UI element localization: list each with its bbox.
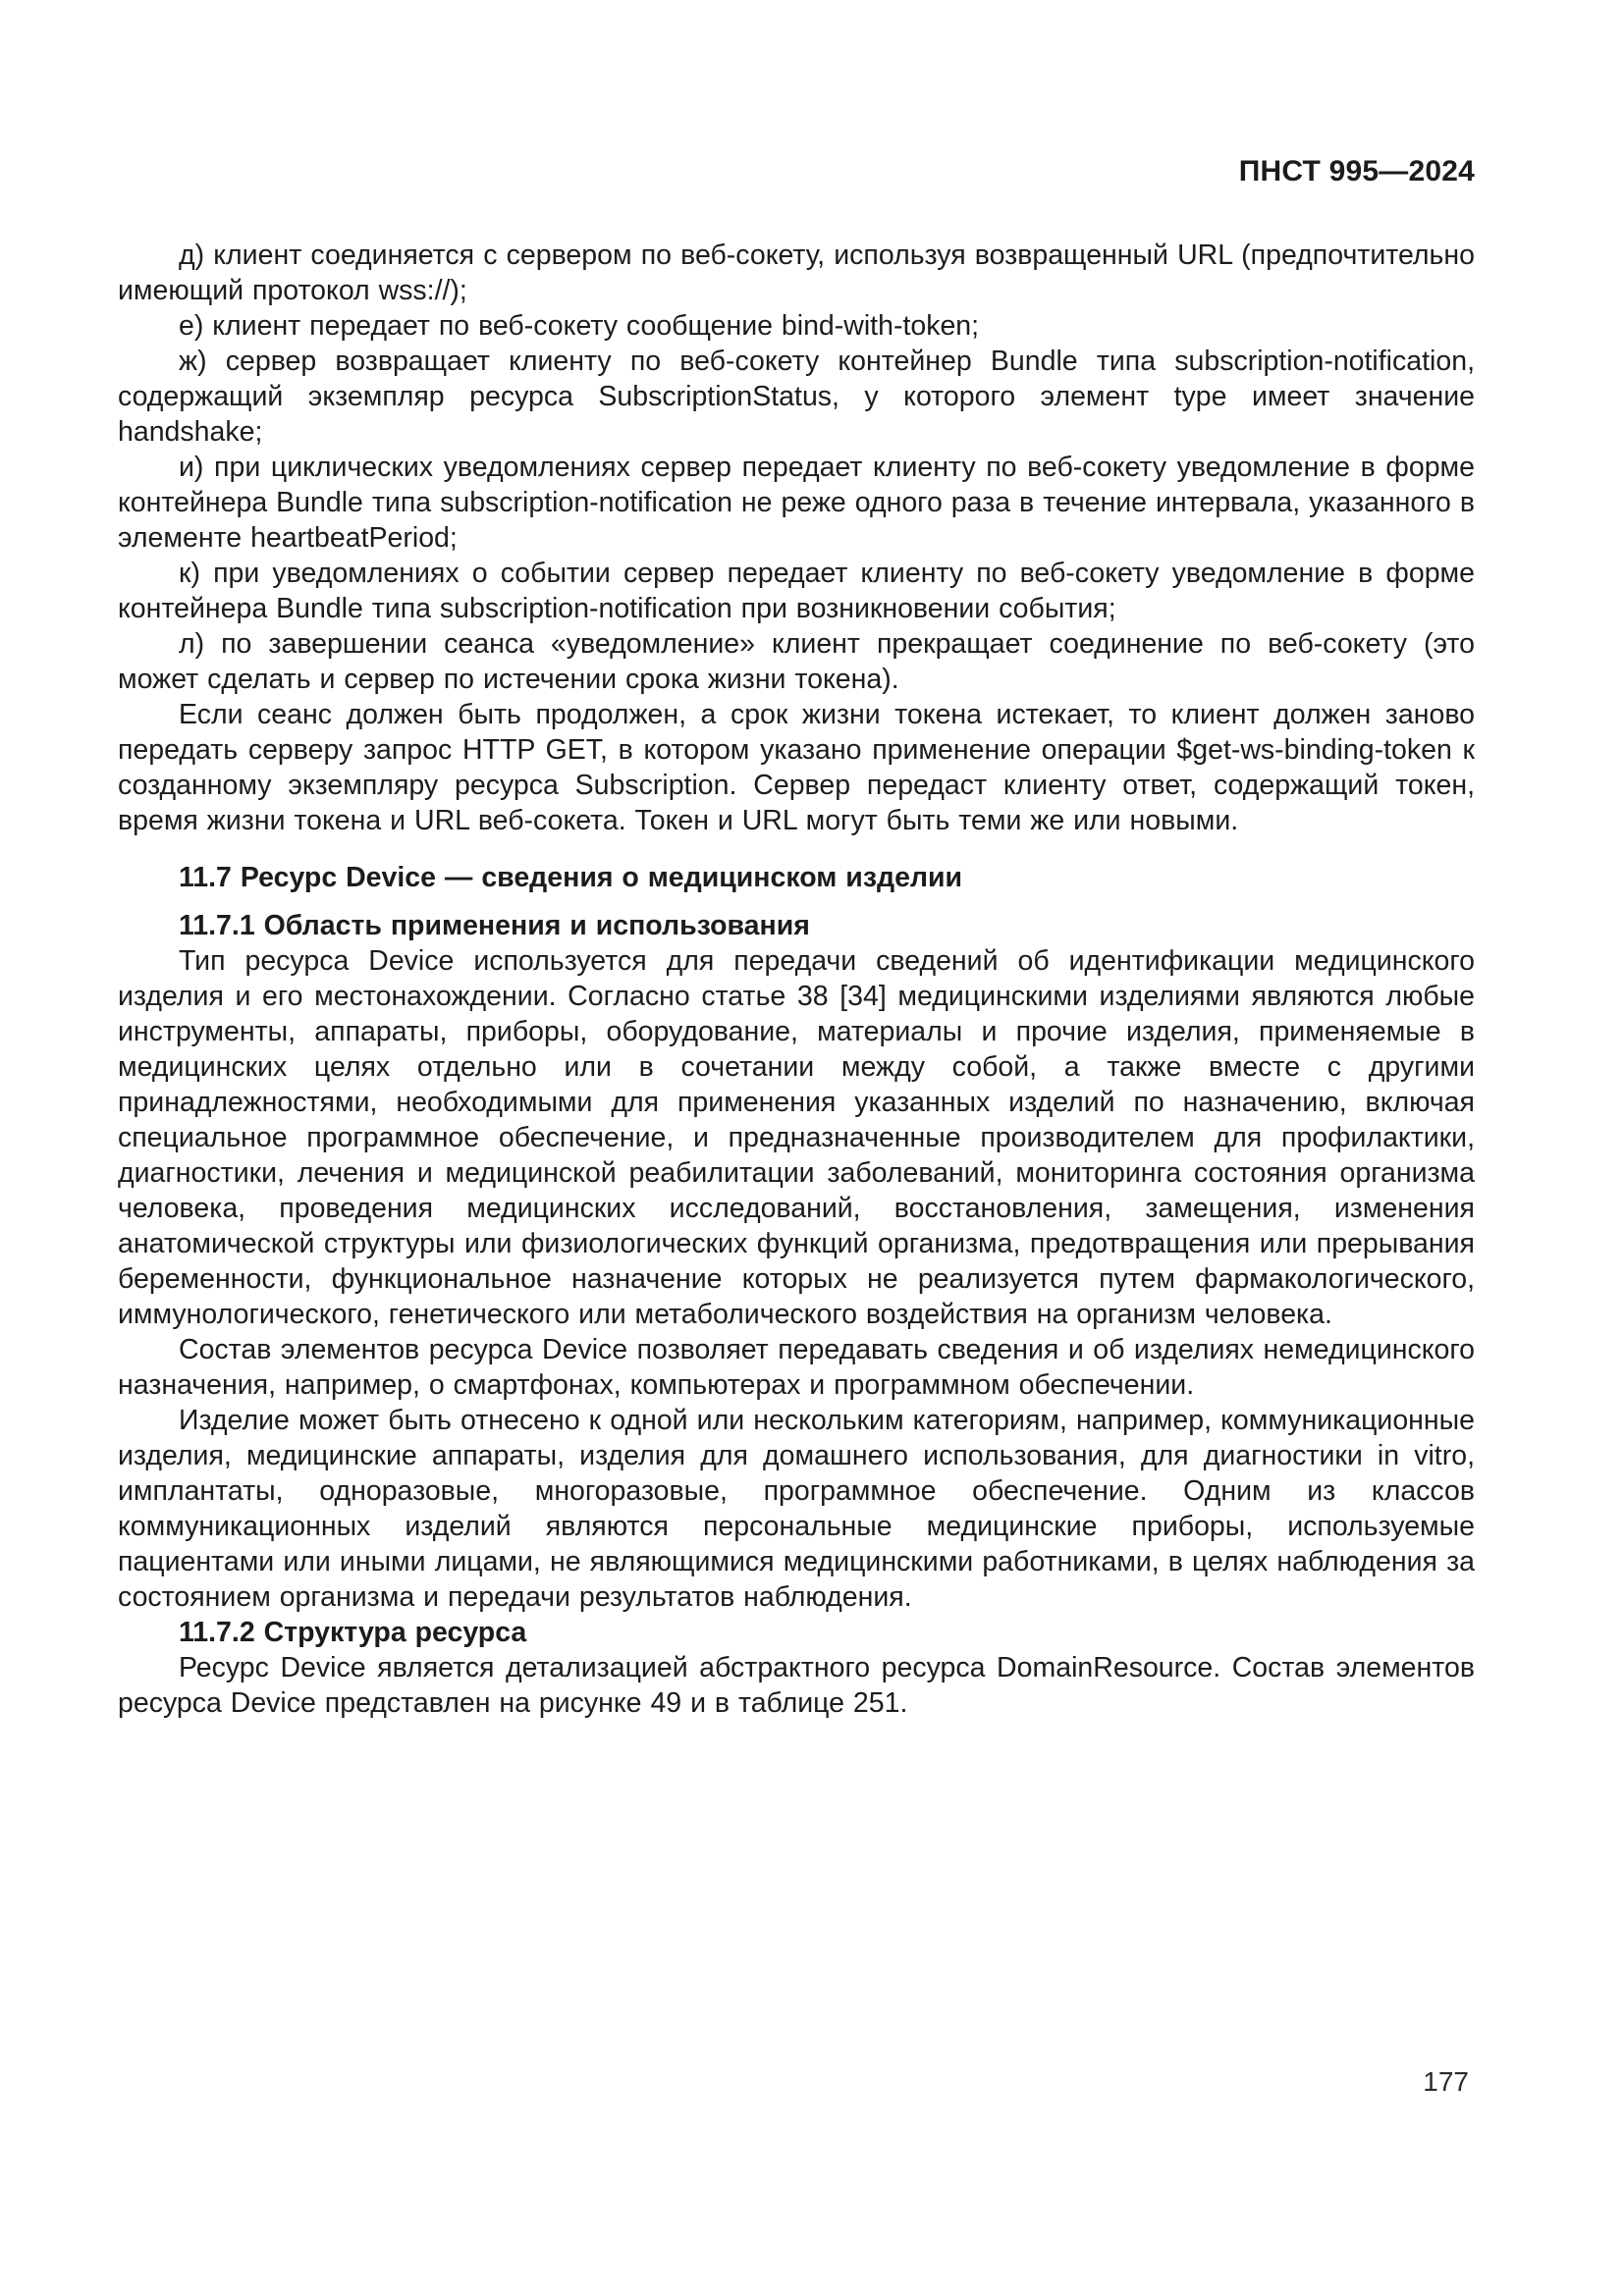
document-body — [118, 238, 1475, 1721]
paragraph-structure: Ресурс Device является детализацией абстрактного ресурса DomainResource. Состав элементов ресурса Device представлен на рисунке 49 и в таблице 251. — [118, 1652, 1475, 1719]
paragraph-categories: Изделие может быть отнесено к одной или нескольким категориям, например, коммуникационные изделия, медицинские аппараты, изделия для домашнего использования, для диагностики in vitro, имплантаты, одноразовые, многоразовые, программное обеспечение. Одним из классов коммуникационных изделий являются персональные медицинские приборы, используемые пациентами или иными лицами, не являющимися медицинскими работниками, в целях наблюдения за состоянием организма и передачи результатов наблюдения. — [118, 1405, 1475, 1613]
paragraph-item-zh: ж) сервер возвращает клиенту по веб-сокету контейнер Bundle типа subscription-notification, содержащий экземпляр ресурса SubscriptionStatus, у которого элемент type имеет значение handshake; — [118, 346, 1475, 448]
paragraph-item-k: к) при уведомлениях о событии сервер передает клиенту по веб-сокету уведомление в форме контейнера Bundle типа subscription-notification при возникновении события; — [118, 558, 1475, 624]
paragraph-session: Если сеанс должен быть продолжен, а срок жизни токена истекает, то клиент должен заново передать серверу запрос HTTP GET, в котором указано применение операции $get-ws-binding-token к созданному экземпляру ресурса Subscription. Сервер передаст клиенту ответ, содержащий токен, время жизни токена и URL веб-сокета. Токен и URL могут быть теми же или новыми. — [118, 699, 1475, 836]
paragraph-item-d: д) клиент соединяется с сервером по веб-сокету, используя возвращенный URL (предпочтительно имеющий протокол wss://); — [118, 240, 1475, 306]
page-number: 177 — [1423, 2066, 1469, 2097]
paragraph-device-scope: Тип ресурса Device используется для передачи сведений об идентификации медицинского изделия и его местонахождении. Согласно статье 38 [34] медицинскими изделиями являются любые инструменты, аппараты, приборы, оборудование, материалы и прочие изделия, применяемые в медицинских целях отдельно или в сочетании между собой, а также вместе с другими принадлежностями, необходимыми для применения указанных изделий по назначению, включая специальное программное обеспечение, и предназначенные производителем для профилактики, диагностики, лечения и медицинской реабилитации заболеваний, мониторинга состояния организма человека, проведения медицинских исследований, восстановления, замещения, изменения анатомической структуры или физиологических функций организма, предотвращения или прерывания беременности, функциональное назначение которых не реализуется путем фармакологического, иммунологического, генетического или метаболического воздействия на организм человека. — [118, 945, 1475, 1330]
paragraph-item-l: л) по завершении сеанса «уведомление» клиент прекращает соединение по веб-сокету (это может сделать и сервер по истечении срока жизни токена). — [118, 628, 1475, 695]
paragraph-item-i: и) при циклических уведомлениях сервер передает клиенту по веб-сокету уведомление в форме контейнера Bundle типа subscription-notification не реже одного раза в течение интервала, указанного в элементе heartbeatPeriod; — [118, 452, 1475, 554]
paragraph-item-e: е) клиент передает по веб-сокету сообщение bind-with-token; — [179, 310, 980, 342]
paragraph-nonmedical: Состав элементов ресурса Device позволяет передавать сведения и об изделиях немедицинского назначения, например, о смартфонах, компьютерах и программном обеспечении. — [118, 1334, 1475, 1401]
section-heading-11-7: 11.7 Ресурс Device — сведения о медицинском изделии — [179, 862, 963, 893]
document-header-code: ПНСТ 995—2024 — [1238, 155, 1475, 187]
section-heading-11-7-2: 11.7.2 Структура ресурса — [179, 1617, 527, 1648]
section-heading-11-7-1: 11.7.1 Область применения и использования — [179, 910, 810, 941]
